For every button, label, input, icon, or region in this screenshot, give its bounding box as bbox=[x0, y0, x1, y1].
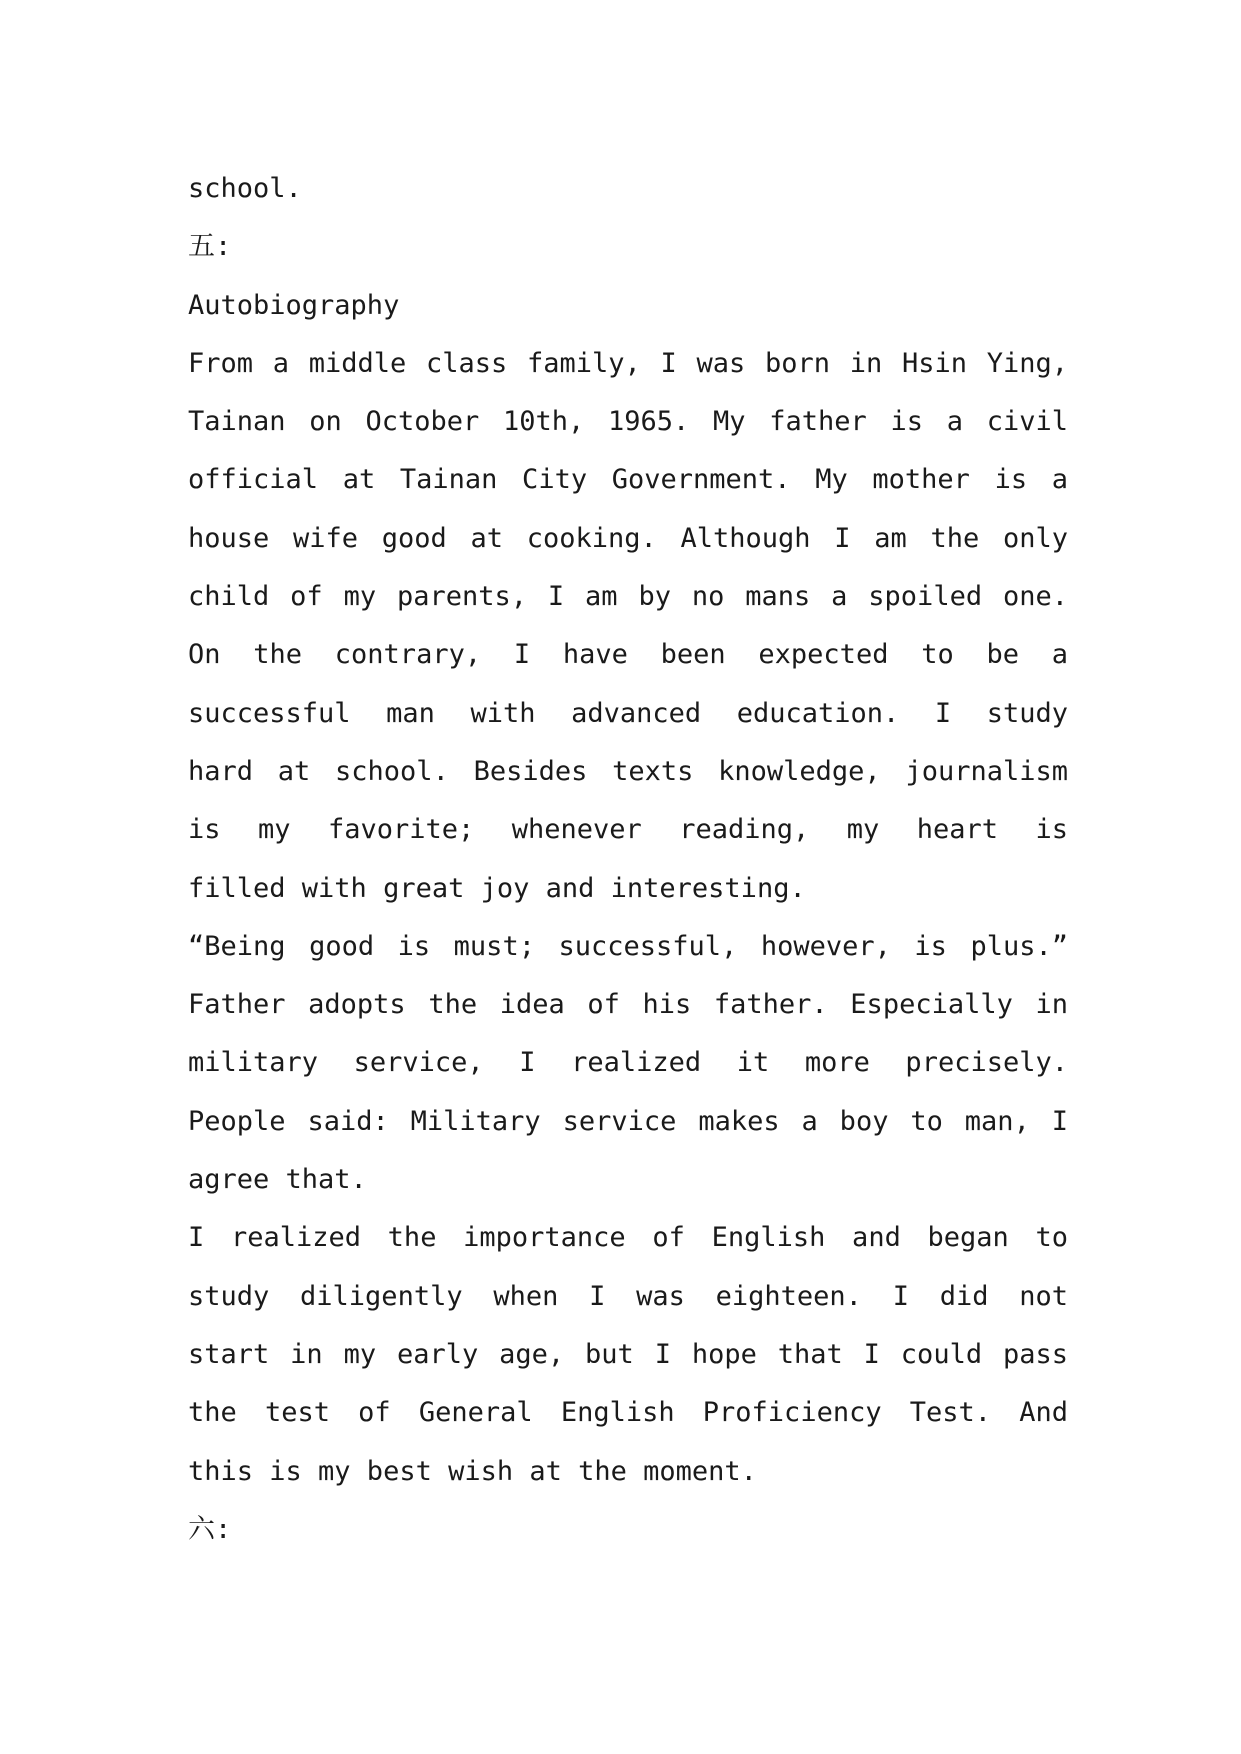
quote-line: “Being good is must; successful, however, is plus.” bbox=[188, 930, 1068, 962]
text-line: I realized the importance of English and began to bbox=[188, 1222, 1068, 1254]
section-heading-5: 五: bbox=[188, 231, 232, 263]
text-line: official at Tainan City Government. My mother is a bbox=[188, 464, 1068, 496]
text-line: filled with great joy and interesting. bbox=[188, 872, 806, 904]
document-title: Autobiography bbox=[188, 289, 400, 321]
text-line: Father adopts the idea of his father. Especially in bbox=[188, 989, 1068, 1021]
text-line: child of my parents, I am by no mans a spoiled one. bbox=[188, 581, 1068, 613]
text-line: this is my best wish at the moment. bbox=[188, 1455, 757, 1487]
text-line: On the contrary, I have been expected to be a bbox=[188, 639, 1068, 671]
body-text bbox=[188, 160, 1068, 1559]
text-line: People said: Military service makes a boy to man, I bbox=[188, 1105, 1068, 1137]
text-line: successful man with advanced education. I study bbox=[188, 697, 1068, 729]
text-line: house wife good at cooking. Although I am the only bbox=[188, 522, 1068, 554]
text-line: From a middle class family, I was born in Hsin Ying, bbox=[188, 347, 1068, 379]
text-line: school. bbox=[188, 173, 302, 204]
text-line: study diligently when I was eighteen. I did not bbox=[188, 1280, 1068, 1312]
text-line: hard at school. Besides texts knowledge, journalism bbox=[188, 755, 1068, 787]
text-line: start in my early age, but I hope that I could pass bbox=[188, 1338, 1068, 1370]
text-line: agree that. bbox=[188, 1164, 367, 1196]
text-line: Tainan on October 10th, 1965. My father is a civil bbox=[188, 406, 1068, 438]
text-line: is my favorite; whenever reading, my heart is bbox=[188, 814, 1068, 846]
text-line: military service, I realized it more precisely. bbox=[188, 1047, 1068, 1079]
section-heading-6: 六: bbox=[188, 1513, 232, 1545]
text-line: the test of General English Proficiency Test. And bbox=[188, 1397, 1068, 1429]
